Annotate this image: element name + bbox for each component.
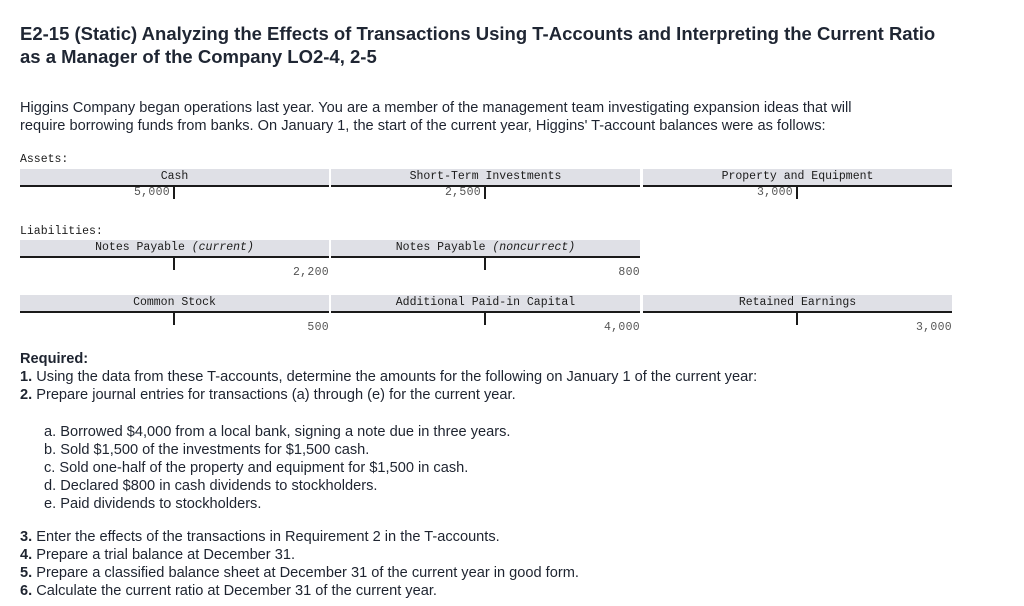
requirement-text: Using the data from these T-accounts, determine the amounts for the following on January 1 of the current year: — [32, 369, 758, 385]
transaction-item: c. Sold one-half of the property and equipment for $1,500 in cash. — [44, 460, 469, 476]
requirement-text: Prepare journal entries for transactions (a) through (e) for the current year. — [32, 387, 516, 403]
intro-paragraph — [20, 99, 1010, 135]
debit-balance: 3,000 — [756, 186, 793, 199]
t-account-divider — [484, 258, 486, 270]
requirement-item — [20, 546, 579, 564]
t-account-divider — [796, 313, 798, 325]
t-account-divider — [173, 187, 175, 199]
t-account-divider — [484, 313, 486, 325]
credit-balance: 500 — [307, 321, 329, 334]
requirement-text: Prepare a trial balance at December 31. — [32, 547, 296, 563]
debit-balance: 2,500 — [444, 186, 481, 199]
requirement-item — [20, 564, 579, 582]
transaction-item: a. Borrowed $4,000 from a local bank, signing a note due in three years. — [44, 424, 511, 440]
t-account-header — [331, 240, 640, 258]
t-account-header: Retained Earnings — [643, 295, 952, 313]
t-account-header: Cash — [20, 169, 329, 187]
requirement-number: 2. — [20, 387, 33, 403]
account-name: Notes Payable — [395, 241, 493, 254]
requirement-text: Calculate the current ratio at December 31 of the current year. — [32, 583, 437, 599]
title-line-2: as a Manager of the Company LO2-4, 2-5 — [20, 46, 377, 67]
liabilities-label: Liabilities: — [20, 225, 103, 238]
t-account-additional-paid-in-capital — [331, 295, 640, 334]
remaining-requirements — [20, 528, 579, 600]
t-account-header: Additional Paid-in Capital — [331, 295, 640, 313]
transaction-item: e. Paid dividends to stockholders. — [44, 496, 262, 512]
problem-title — [20, 22, 1010, 68]
intro-line-2: require borrowing funds from banks. On January 1, the start of the current year, Higgins' T-account balances were as follows: — [20, 118, 826, 134]
required-section — [20, 350, 1010, 404]
t-account-header: Short-Term Investments — [331, 169, 640, 187]
t-account-retained-earnings — [643, 295, 952, 334]
requirement-item — [20, 386, 1010, 404]
required-heading: Required: — [20, 351, 89, 367]
account-qualifier: (noncurrect) — [492, 241, 576, 254]
credit-balance: 3,000 — [915, 321, 952, 334]
requirement-number: 6. — [20, 583, 33, 599]
debit-balance: 5,000 — [133, 186, 170, 199]
t-account-notes-payable-noncurrent — [331, 240, 640, 279]
requirement-number: 4. — [20, 547, 33, 563]
credit-balance: 2,200 — [292, 266, 329, 279]
requirement-number: 1. — [20, 369, 33, 385]
account-name: Notes Payable — [95, 241, 192, 254]
t-account-notes-payable-current — [20, 240, 329, 279]
t-account-header: Common Stock — [20, 295, 329, 313]
requirement-number: 5. — [20, 565, 33, 581]
t-account-common-stock — [20, 295, 329, 334]
requirement-text: Enter the effects of the transactions in Requirement 2 in the T-accounts. — [32, 529, 500, 545]
requirement-text: Prepare a classified balance sheet at December 31 of the current year in good form. — [32, 565, 579, 581]
t-account-divider — [173, 313, 175, 325]
t-account-divider — [484, 187, 486, 199]
transaction-list — [44, 423, 510, 513]
requirement-number: 3. — [20, 529, 33, 545]
t-account-divider — [173, 258, 175, 270]
requirement-item — [20, 368, 1010, 386]
t-account-short-term-investments — [331, 169, 640, 199]
t-account-divider — [796, 187, 798, 199]
title-line-1: E2-15 (Static) Analyzing the Effects of Transactions Using T-Accounts and Interpreting the Current Ratio — [20, 23, 936, 44]
t-account-cash — [20, 169, 329, 199]
account-qualifier: (current) — [191, 241, 254, 254]
credit-balance: 4,000 — [603, 321, 640, 334]
transaction-item: b. Sold $1,500 of the investments for $1,500 cash. — [44, 442, 370, 458]
t-account-property-equipment — [643, 169, 952, 199]
assets-label: Assets: — [20, 153, 69, 166]
requirement-item — [20, 528, 579, 546]
transaction-item: d. Declared $800 in cash dividends to stockholders. — [44, 478, 378, 494]
credit-balance: 800 — [618, 266, 640, 279]
intro-line-1: Higgins Company began operations last year. You are a member of the management team investigating expansion ideas that will — [20, 100, 852, 116]
requirement-item — [20, 582, 579, 600]
t-account-header: Property and Equipment — [643, 169, 952, 187]
t-account-header — [20, 240, 329, 258]
